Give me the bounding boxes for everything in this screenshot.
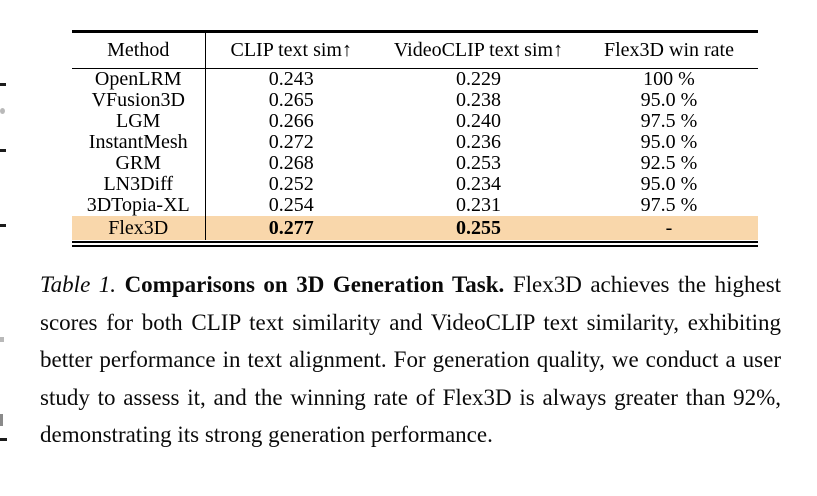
column-header-method: Method xyxy=(72,33,205,69)
win-rate-cell: 95.0 % xyxy=(640,131,698,153)
clip-sim-cell: 0.252 xyxy=(268,173,314,195)
videoclip-sim-cell: 0.238 xyxy=(456,89,501,111)
caption-title: Comparisons on 3D Generation Task. xyxy=(124,272,505,297)
left-edge-artifact xyxy=(0,83,6,86)
results-table xyxy=(72,33,758,240)
method-cell: LGM xyxy=(72,111,205,132)
table-bottom-double-rule xyxy=(72,241,758,247)
videoclip-sim-cell: 0.236 xyxy=(456,131,501,153)
method-cell: Flex3D xyxy=(72,216,205,240)
win-rate-cell: 95.0 % xyxy=(640,89,698,111)
clip-sim-cell: 0.254 xyxy=(268,194,314,216)
left-edge-artifact xyxy=(0,414,3,426)
method-cell: OpenLRM xyxy=(72,69,205,91)
win-rate-cell: 97.5 % xyxy=(640,194,698,216)
left-edge-artifact xyxy=(0,224,6,227)
videoclip-sim-cell: 0.240 xyxy=(456,110,501,132)
table-row xyxy=(72,195,758,216)
clip-sim-cell: 0.243 xyxy=(268,68,314,90)
win-rate-cell: 92.5 % xyxy=(640,152,698,174)
clip-sim-cell: 0.268 xyxy=(268,152,314,174)
videoclip-sim-cell: 0.253 xyxy=(456,152,501,174)
column-header-videoclip-text-sim: VideoCLIP text sim↑ xyxy=(393,39,564,61)
table-row xyxy=(72,174,758,195)
table-row xyxy=(72,111,758,132)
method-cell: InstantMesh xyxy=(72,132,205,153)
clip-sim-cell: 0.277 xyxy=(268,217,314,239)
column-header-clip-text-sim: CLIP text sim↑ xyxy=(230,39,352,61)
left-edge-artifact xyxy=(0,149,6,152)
caption-body: Flex3D achieves the highest scores for both CLIP text similarity and VideoCLIP text similarity, exhibiting better performance in text alignment. For generation quality, we conduct a user study to assess it, and the winning rate of Flex3D is always greater than 92%, demonstrating its strong generation performance. xyxy=(40,272,782,447)
method-cell: VFusion3D xyxy=(72,90,205,111)
caption-label: Table 1. xyxy=(40,272,117,297)
table-row xyxy=(72,90,758,111)
table-header xyxy=(72,33,758,69)
method-cell: 3DTopia-XL xyxy=(72,195,205,216)
left-edge-artifact xyxy=(0,337,4,342)
win-rate-cell: - xyxy=(665,217,673,239)
clip-sim-cell: 0.266 xyxy=(268,110,314,132)
left-edge-artifact xyxy=(0,108,5,114)
results-table-section xyxy=(72,30,758,247)
win-rate-cell: 97.5 % xyxy=(640,110,698,132)
win-rate-cell: 100 % xyxy=(643,68,695,90)
method-cell: LN3Diff xyxy=(72,174,205,195)
table-header-row xyxy=(72,33,758,69)
table-row xyxy=(72,153,758,174)
videoclip-sim-cell: 0.231 xyxy=(456,194,501,216)
table-caption xyxy=(40,266,781,454)
clip-sim-cell: 0.265 xyxy=(268,89,314,111)
videoclip-sim-cell: 0.229 xyxy=(456,68,501,90)
table-row-flex3d-highlighted xyxy=(72,216,758,240)
table-body xyxy=(72,69,758,241)
videoclip-sim-cell: 0.234 xyxy=(456,173,501,195)
win-rate-cell: 95.0 % xyxy=(640,173,698,195)
table-row xyxy=(72,69,758,91)
column-header-flex3d-win-rate: Flex3D win rate xyxy=(604,39,734,61)
videoclip-sim-cell: 0.255 xyxy=(456,217,501,239)
left-edge-artifact xyxy=(0,438,7,441)
method-cell: GRM xyxy=(72,153,205,174)
table-row xyxy=(72,132,758,153)
clip-sim-cell: 0.272 xyxy=(268,131,314,153)
